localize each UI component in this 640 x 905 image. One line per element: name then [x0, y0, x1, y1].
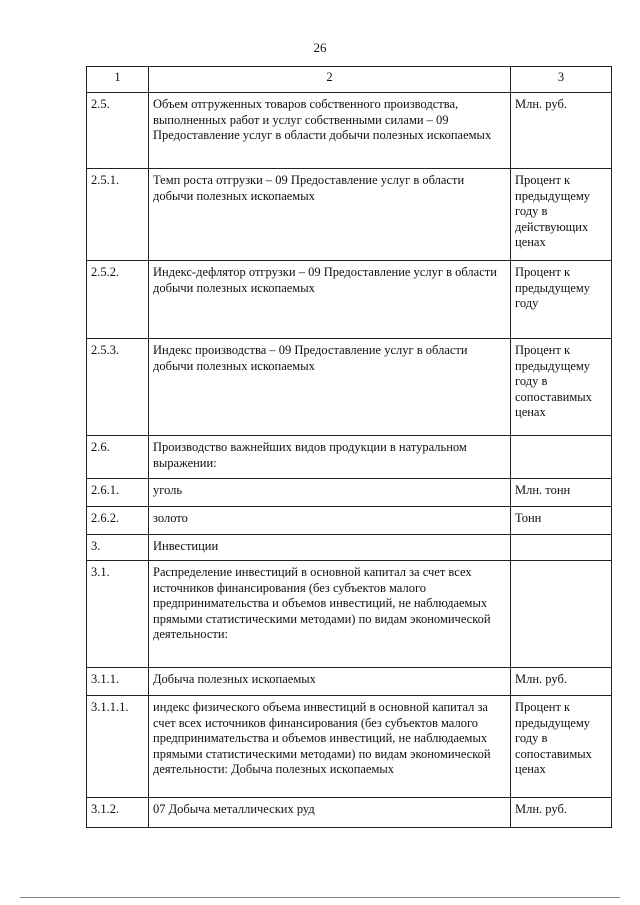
row-number: 3.1.: [87, 561, 149, 668]
row-number: 2.5.3.: [87, 339, 149, 436]
table-row: [87, 339, 612, 436]
table-row: [87, 93, 612, 169]
row-text: уголь: [149, 479, 511, 507]
row-text: Инвестиции: [149, 535, 511, 561]
row-text: Индекс-дефлятор отгрузки – 09 Предоставление услуг в области добычи полезных ископаемых: [149, 261, 511, 339]
table-row: [87, 535, 612, 561]
row-unit: Млн. руб.: [511, 668, 612, 696]
row-unit: Процент к предыдущему году в сопоставимых ценах: [511, 696, 612, 798]
row-number: 3.1.2.: [87, 798, 149, 828]
row-unit: Млн. тонн: [511, 479, 612, 507]
row-text: индекс физического объема инвестиций в основной капитал за счет всех источников финансирования (без субъектов малого предпринимательства и объемов инвестиций, не наблюдаемых прямыми статистическими методами) по видам экономической деятельности: Добыча полезных ископаемых: [149, 696, 511, 798]
table-header-row: [87, 67, 612, 93]
row-text: Объем отгруженных товаров собственного производства, выполненных работ и услуг собственными силами – 09 Предоставление услуг в области добычи полезных ископаемых: [149, 93, 511, 169]
row-number: 3.: [87, 535, 149, 561]
table-row: [87, 261, 612, 339]
row-number: 2.6.: [87, 436, 149, 479]
row-text: Добыча полезных ископаемых: [149, 668, 511, 696]
row-unit: Млн. руб.: [511, 93, 612, 169]
indicators-table: [86, 66, 612, 828]
row-unit: [511, 436, 612, 479]
row-text: Производство важнейших видов продукции в натуральном выражении:: [149, 436, 511, 479]
row-text: Индекс производства – 09 Предоставление услуг в области добычи полезных ископаемых: [149, 339, 511, 436]
table-row: [87, 169, 612, 261]
row-unit: [511, 561, 612, 668]
row-unit: [511, 535, 612, 561]
page-number: 26: [313, 40, 327, 55]
table-row: [87, 798, 612, 828]
table-row: [87, 668, 612, 696]
row-number: 2.6.2.: [87, 507, 149, 535]
row-number: 3.1.1.: [87, 668, 149, 696]
table-row: [87, 479, 612, 507]
row-number: 2.5.2.: [87, 261, 149, 339]
row-text: золото: [149, 507, 511, 535]
row-text: 07 Добыча металлических руд: [149, 798, 511, 828]
row-unit: Тонн: [511, 507, 612, 535]
page-bottom-rule: [20, 897, 620, 898]
row-unit: Млн. руб.: [511, 798, 612, 828]
row-unit: Процент к предыдущему году в сопоставимых ценах: [511, 339, 612, 436]
header-col-1: 1: [87, 67, 149, 93]
header-col-3: 3: [511, 67, 612, 93]
row-number: 2.6.1.: [87, 479, 149, 507]
row-unit: Процент к предыдущему году в действующих ценах: [511, 169, 612, 261]
table-row: [87, 507, 612, 535]
header-col-2: 2: [149, 67, 511, 93]
table-row: [87, 436, 612, 479]
row-number: 2.5.: [87, 93, 149, 169]
row-text: Распределение инвестиций в основной капитал за счет всех источников финансирования (без субъектов малого предпринимательства и объемов инвестиций, не наблюдаемых прямыми статистическими методами) по видам экономической деятельности:: [149, 561, 511, 668]
table-row: [87, 561, 612, 668]
row-text: Темп роста отгрузки – 09 Предоставление услуг в области добычи полезных ископаемых: [149, 169, 511, 261]
table-row: [87, 696, 612, 798]
row-unit: Процент к предыдущему году: [511, 261, 612, 339]
row-number: 3.1.1.1.: [87, 696, 149, 798]
row-number: 2.5.1.: [87, 169, 149, 261]
